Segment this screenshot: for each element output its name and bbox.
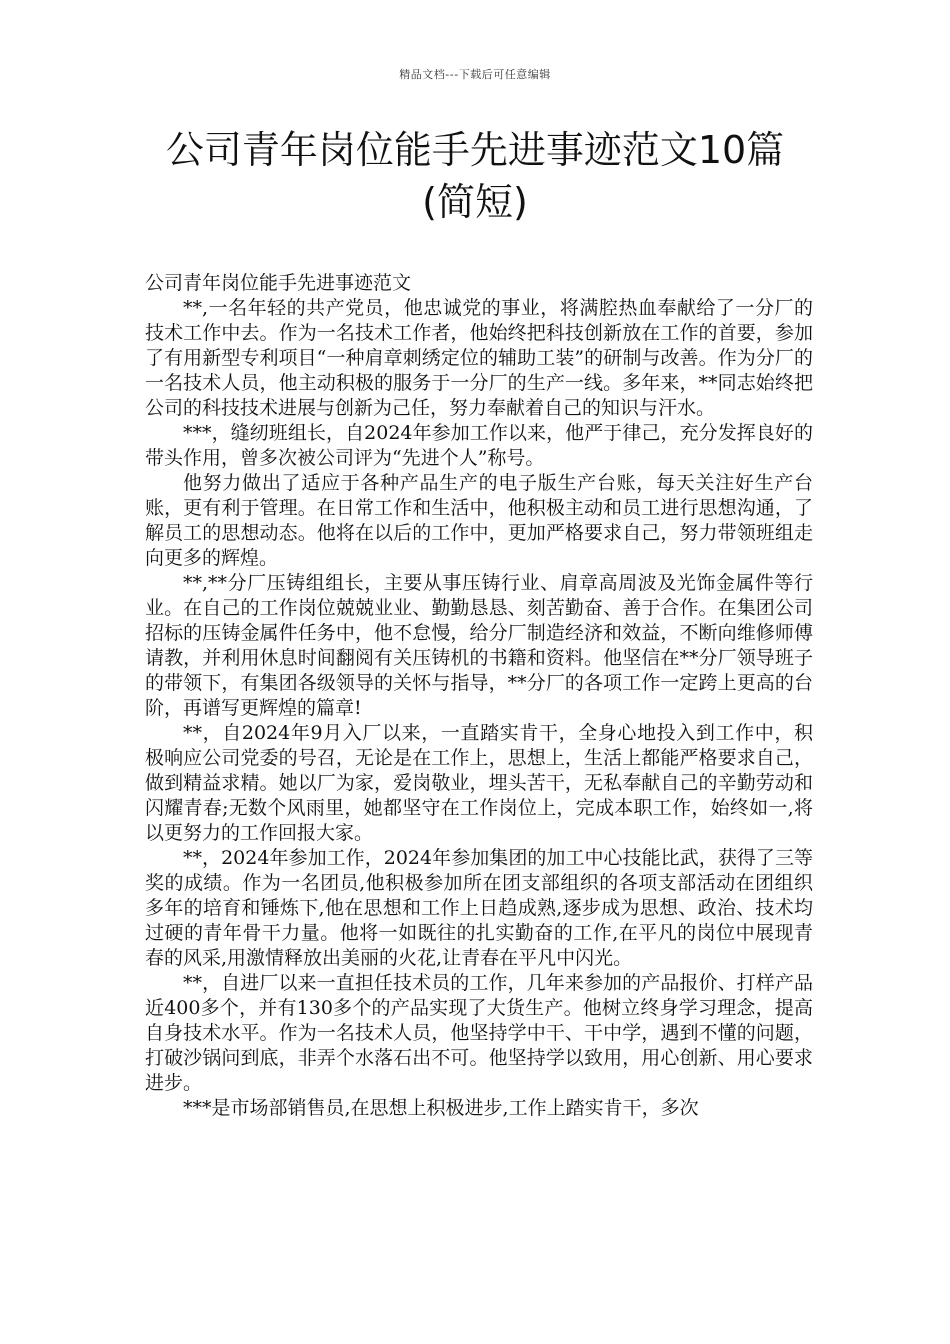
- paragraph: **，自2024年9月入厂以来，一直踏实肯干，全身心地投入到工作中，积极响应公司党委的号召，无论是在工作上，思想上，生活上都能严格要求自己，做到精益求精。她以厂为家，爱岗敬业，埋头苦干，无私奉献自己的辛勤劳动和闪耀青春;无数个风雨里，她都坚守在工作岗位上，完成本职工作，始终如一,将以更努力的工作回报大家。: [145, 722, 813, 844]
- title-line-1: 公司青年岗位能手先进事迹范文10篇: [165, 128, 785, 172]
- paragraph: **，2024年参加工作，2024年参加集团的加工中心技能比武，获得了三等奖的成绩。作为一名团员,他积极参加所在团支部组织的各项支部活动在团组织多年的培育和锤炼下,他在思想和工作上日趋成熟,逐步成为思想、政治、技术均过硬的青年骨干力量。他将一如既往的扎实勤奋的工作,在平凡的岗位中展现青春的风采,用激情释放出美丽的火花,让青春在平凡中闪光。: [145, 847, 813, 969]
- section-subtitle: 公司青年岗位能手先进事迹范文: [145, 272, 412, 294]
- header-note: 精品文档---下载后可任意编辑: [399, 68, 551, 81]
- paragraph: **,**分厂压铸组组长，主要从事压铸行业、肩章高周波及光饰金属件等行业。在自己的工作岗位兢兢业业、勤勤恳恳、刻苦勤奋、善于合作。在集团公司招标的压铸金属件任务中，他不怠慢，给分厂制造经济和效益，不断向维修师傅请教，并利用休息时间翻阅有关压铸机的书籍和资料。他坚信在**分厂领导班子的带领下，有集团各级领导的关怀与指导，**分厂的各项工作一定跨上更高的台阶，再谱写更辉煌的篇章!: [145, 572, 813, 719]
- paragraph: ***，缝纫班组长，自2024年参加工作以来，他严于律己，充分发挥良好的带头作用，曾多次被公司评为“先进个人”称号。: [145, 422, 813, 469]
- document-body: [145, 271, 813, 1121]
- paragraph: **，自进厂以来一直担任技术员的工作，几年来参加的产品报价、打样产品近400多个，并有130多个的产品实现了大货生产。他树立终身学习理念，提高自身技术水平。作为一名技术人员，他坚持学中干、干中学，遇到不懂的问题，打破沙锅问到底，非弄个水落石出不可。他坚持学以致用，用心创新、用心要求进步。: [145, 972, 813, 1094]
- document-title: [110, 124, 840, 228]
- paragraph: **,一名年轻的共产党员，他忠诚党的事业，将满腔热血奉献给了一分厂的技术工作中去。作为一名技术工作者，他始终把科技创新放在工作的首要，参加了有用新型专利项目“一种肩章刺绣定位的辅助工装”的研制与改善。作为分厂的一名技术人员，他主动积极的服务于一分厂的生产一线。多年来，**同志始终把公司的科技技术进展与创新为己任，努力奉献着自己的知识与汗水。: [145, 297, 813, 419]
- paragraph: 他努力做出了适应于各种产品生产的电子版生产台账，每天关注好生产台账，更有利于管理。在日常工作和生活中，他积极主动和员工进行思想沟通，了解员工的思想动态。他将在以后的工作中，更加严格要求自己，努力带领班组走向更多的辉煌。: [145, 472, 813, 569]
- title-line-2: (简短): [422, 180, 528, 224]
- paragraph: ***是市场部销售员,在思想上积极进步,工作上踏实肯干，多次: [183, 1097, 699, 1119]
